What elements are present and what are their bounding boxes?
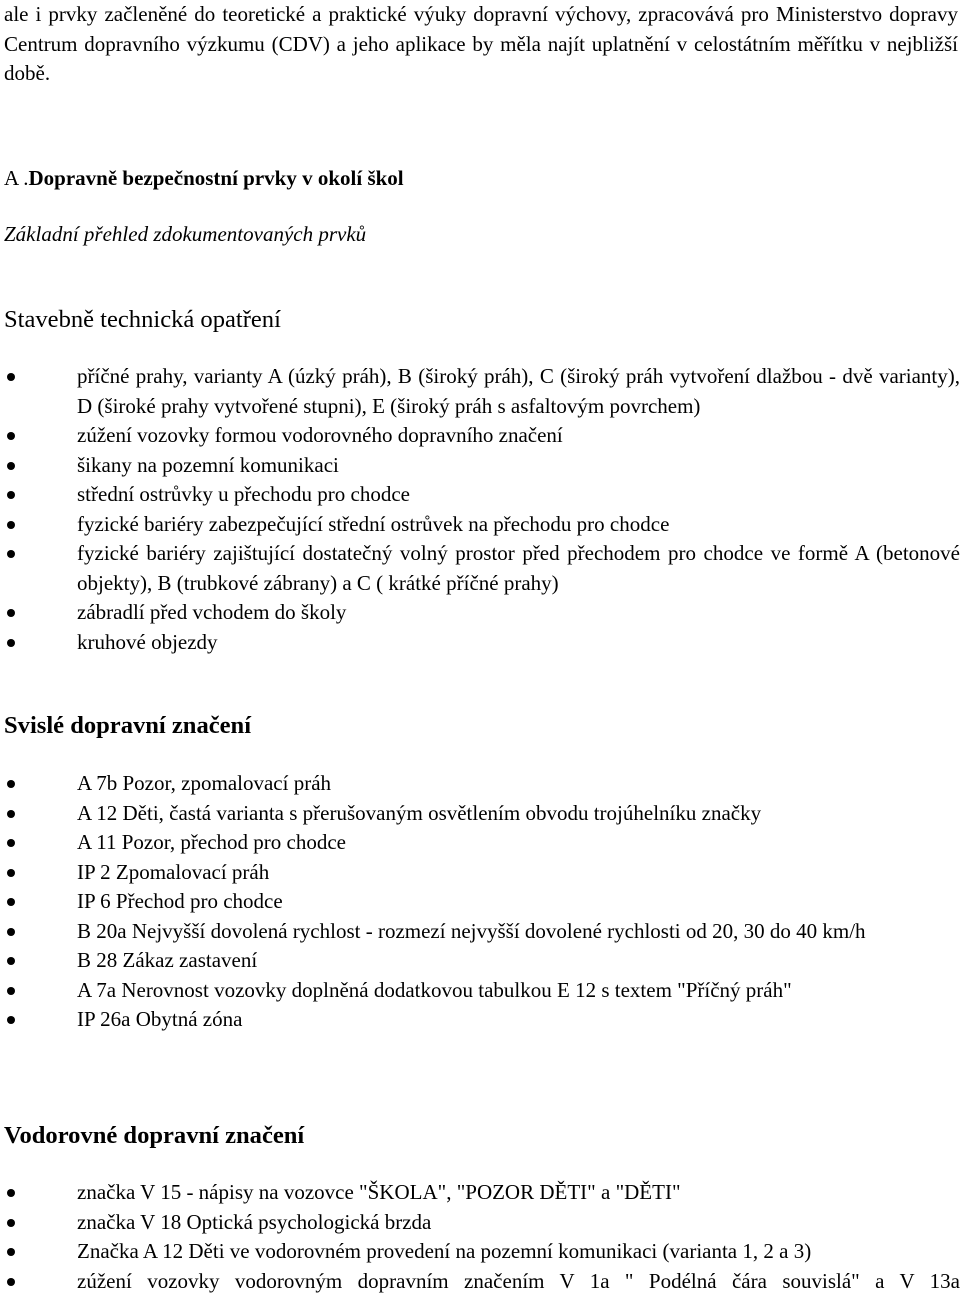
- bullet-icon: [7, 432, 15, 440]
- bullet-icon: [7, 987, 15, 995]
- list-item: kruhové objezdy: [4, 628, 960, 658]
- bullet-icon: [7, 491, 15, 499]
- bullet-icon: [7, 839, 15, 847]
- section-letter: A .: [4, 166, 29, 190]
- list-item: zúžení vozovky formou vodorovného dopravního značení: [4, 421, 960, 451]
- list-item: A 12 Děti, častá varianta s přerušovaným osvětlením obvodu trojúhelníku značky: [4, 799, 960, 829]
- list-item: IP 6 Přechod pro chodce: [4, 887, 960, 917]
- list-item: fyzické bariéry zajištující dostatečný volný prostor před přechodem pro chodce ve formě A (betonové objekty), B (trubkové zábrany) a C ( krátké příčné prahy): [4, 539, 960, 598]
- list-item: A 11 Pozor, přechod pro chodce: [4, 828, 960, 858]
- bullet-icon: [7, 521, 15, 529]
- list-item: fyzické bariéry zabezpečující střední ostrůvek na přechodu pro chodce: [4, 510, 960, 540]
- section-title: [4, 164, 404, 194]
- bullet-icon: [7, 780, 15, 788]
- heading-horizontal-markings: Vodorovné dopravní značení: [4, 1122, 305, 1149]
- intro-paragraph: ale i prvky začleněné do teoretické a praktické výuky dopravní výchovy, zpracovává pro Ministerstvo dopravy Centrum dopravního výzkumu (CDV) a jeho aplikace by měla najít uplatnění v celostátním měřítku v nejbližší době.: [4, 2, 958, 85]
- heading-construction-measures: Stavebně technická opatření: [4, 306, 281, 333]
- bullet-icon: [7, 1189, 15, 1197]
- document-page: [4, 0, 960, 1293]
- bullet-icon: [7, 1248, 15, 1256]
- bullet-icon: [7, 373, 15, 381]
- bullet-icon: [7, 1278, 15, 1286]
- bullet-icon: [7, 957, 15, 965]
- list-item: příčné prahy, varianty A (úzký práh), B (široký práh), C (široký práh vytvoření dlažbou - dvě varianty), D (široké prahy vytvořené stupni), E (široký práh s asfaltovým povrchem): [4, 362, 960, 421]
- bullet-icon: [7, 609, 15, 617]
- bullet-icon: [7, 550, 15, 558]
- document-subtitle: Základní přehled zdokumentovaných prvků: [4, 222, 367, 246]
- bullet-icon: [7, 462, 15, 470]
- list-item: Značka A 12 Děti ve vodorovném provedení na pozemní komunikaci (varianta 1, 2 a 3): [4, 1237, 960, 1267]
- list-horizontal-markings: [4, 1178, 960, 1296]
- list-item: B 20a Nejvyšší dovolená rychlost - rozmezí nejvyšší dovolené rychlosti od 20, 30 do 40 km/h: [4, 917, 960, 947]
- bullet-icon: [7, 810, 15, 818]
- bullet-icon: [7, 928, 15, 936]
- section-title-text: Dopravně bezpečnostní prvky v okolí škol: [28, 166, 404, 190]
- list-item: IP 2 Zpomalovací práh: [4, 858, 960, 888]
- list-construction-measures: [4, 362, 960, 657]
- list-item: A 7b Pozor, zpomalovací práh: [4, 769, 960, 799]
- list-item: IP 26a Obytná zóna: [4, 1005, 960, 1035]
- list-item: A 7a Nerovnost vozovky doplněná dodatkovou tabulkou E 12 s textem "Příčný práh": [4, 976, 960, 1006]
- list-item: značka V 15 - nápisy na vozovce "ŠKOLA", "POZOR DĚTI" a "DĚTI": [4, 1178, 960, 1208]
- list-item: zábradlí před vchodem do školy: [4, 598, 960, 628]
- heading-vertical-signs: Svislé dopravní značení: [4, 712, 252, 739]
- list-vertical-signs: [4, 769, 960, 1035]
- list-item: šikany na pozemní komunikaci: [4, 451, 960, 481]
- bullet-icon: [7, 898, 15, 906]
- bullet-icon: [7, 1219, 15, 1227]
- bullet-icon: [7, 639, 15, 647]
- list-item: zúžení vozovky vodorovným dopravním značením V 1a " Podélná čára souvislá" a V 13a: [4, 1267, 960, 1296]
- bullet-icon: [7, 1016, 15, 1024]
- list-item: B 28 Zákaz zastavení: [4, 946, 960, 976]
- list-item: značka V 18 Optická psychologická brzda: [4, 1208, 960, 1238]
- list-item: střední ostrůvky u přechodu pro chodce: [4, 480, 960, 510]
- bullet-icon: [7, 869, 15, 877]
